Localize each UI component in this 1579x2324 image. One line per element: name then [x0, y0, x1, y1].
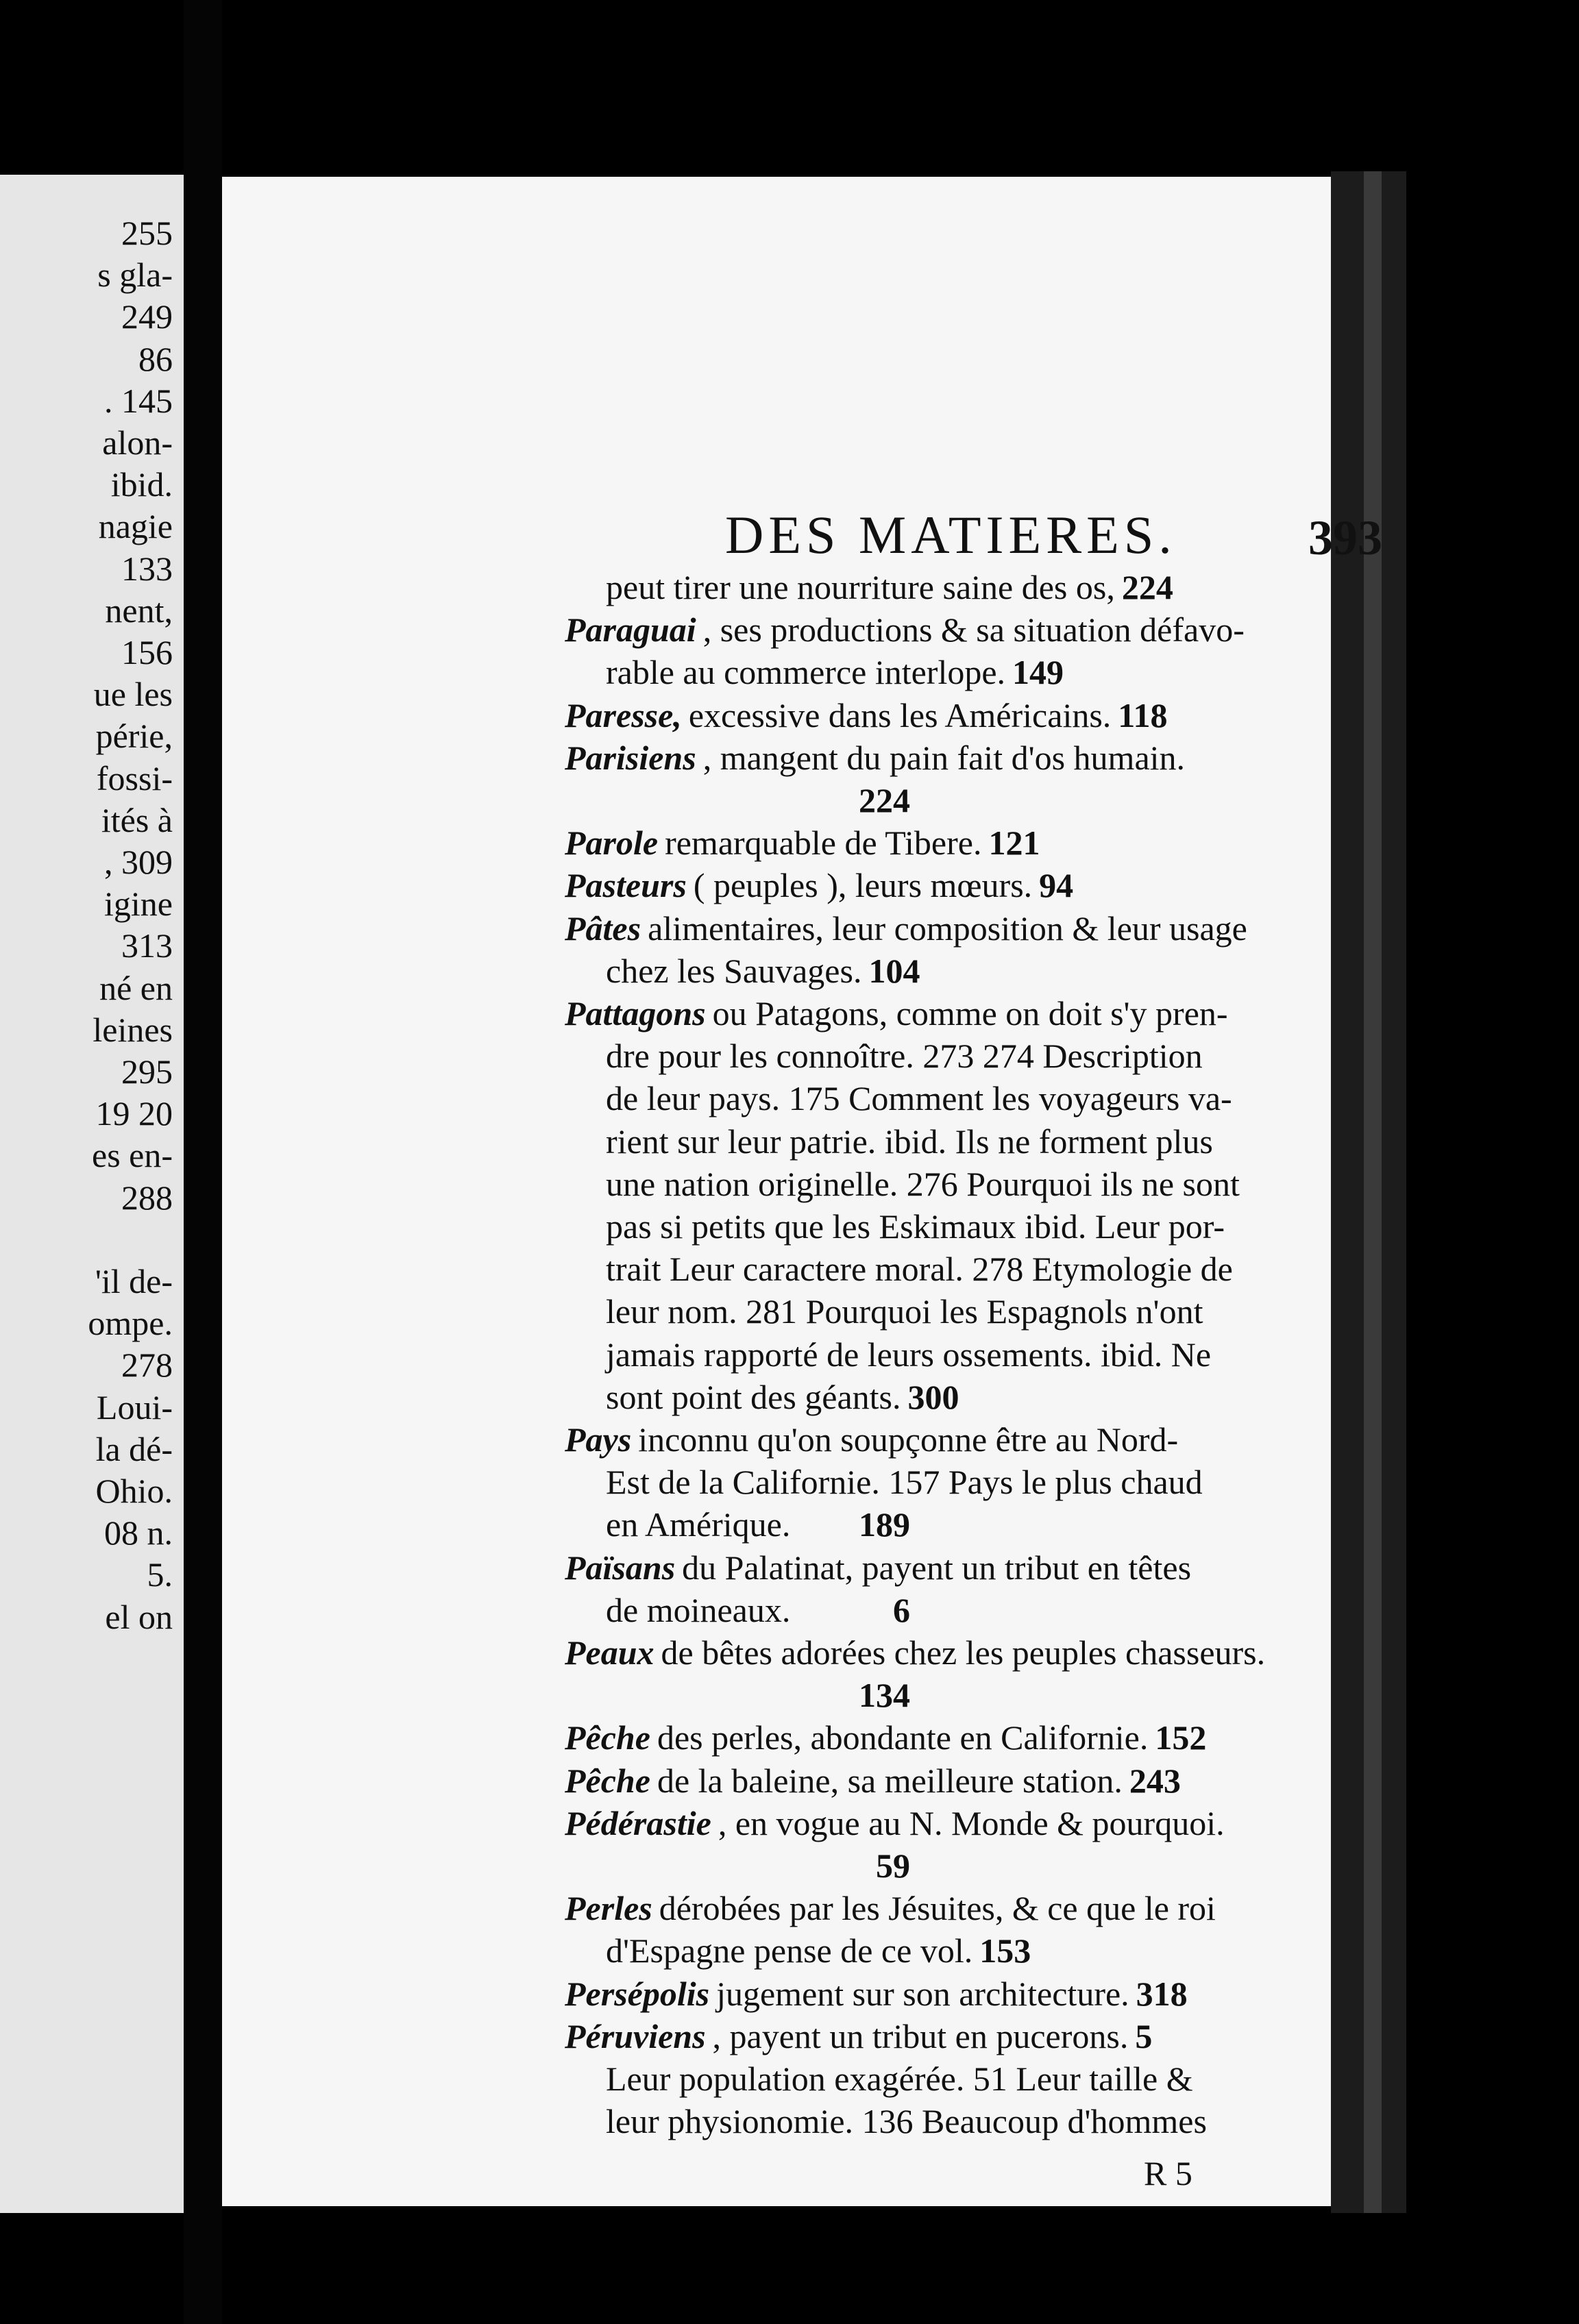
index-entry-continuation [606, 1035, 1203, 1077]
entry-page-ref: 134 [859, 1676, 910, 1715]
left-margin-fragment: fossi- [96, 758, 173, 798]
entry-keyword: Païsans [565, 1548, 676, 1587]
index-entry [565, 1759, 1181, 1802]
entry-page-ref: 243 [1129, 1761, 1181, 1800]
entry-text: rient sur leur patrie. ibid. Ils ne forment plus [606, 1122, 1213, 1161]
entry-page-ref: 6 [893, 1590, 910, 1629]
entry-text: ou Patagons, comme on doit s'y pren- [712, 994, 1228, 1033]
left-margin-fragment: el on [105, 1597, 173, 1636]
left-margin-fragment: Loui- [96, 1387, 173, 1426]
entry-page-ref: 5 [1135, 2016, 1153, 2055]
entry-text: de la baleine, sa meilleure station. [657, 1761, 1123, 1800]
entry-text: trait Leur caractere moral. 278 Etymologie de [606, 1250, 1233, 1289]
entry-keyword: Pâtes [565, 908, 641, 948]
index-entry [565, 907, 1247, 950]
entry-keyword: Parisiens [565, 738, 696, 777]
left-margin-fragment: alon- [102, 423, 173, 462]
entry-keyword: Parole [565, 824, 659, 863]
entry-page-ref: 94 [1039, 866, 1074, 905]
entry-keyword: Pédérastie [565, 1803, 711, 1842]
index-entry [565, 864, 1074, 906]
left-margin-fragment: . 145 [104, 381, 173, 420]
entry-text: du Palatinat, payent un tribut en têtes [682, 1548, 1192, 1587]
left-margin-fragment: périe, [95, 717, 173, 756]
entry-text: une nation originelle. 276 Pourquoi ils ne sont [606, 1164, 1240, 1203]
book-gutter [184, 0, 222, 2324]
left-facing-page [0, 175, 184, 2213]
index-entry-continuation [606, 950, 920, 992]
entry-text: en Amérique. [606, 1505, 791, 1544]
left-margin-fragment: 133 [121, 549, 173, 588]
left-margin-fragment: 278 [121, 1346, 173, 1385]
left-margin-fragment: 288 [121, 1178, 173, 1217]
left-margin-fragment: s gla- [97, 256, 173, 295]
left-margin-fragment: ue les [93, 675, 173, 714]
entry-text: Leur population exagérée. 51 Leur taille & [606, 2060, 1193, 2098]
entry-page-ref: 121 [988, 824, 1040, 863]
entry-text: alimentaires, leur composition & leur usage [648, 908, 1247, 948]
left-margin-fragment: es en- [92, 1136, 173, 1175]
entry-text: remarquable de Tibere. [665, 824, 982, 863]
entry-keyword: Paresse, [565, 695, 682, 734]
index-entry-continuation [606, 779, 910, 821]
index-entry [565, 1973, 1188, 2015]
entry-text: leur physionomie. 136 Beaucoup d'hommes [606, 2102, 1207, 2141]
left-margin-fragment: 156 [121, 633, 173, 671]
entry-text: ( peuples ), leurs mœurs. [693, 866, 1033, 905]
index-entry-continuation [606, 1120, 1213, 1163]
left-margin-fragment: nent, [105, 591, 173, 630]
entry-text: dre pour les connoître. 273 274 Description [606, 1037, 1203, 1076]
page-header [222, 504, 1382, 573]
left-margin-fragment: leines [93, 1010, 173, 1049]
left-margin-fragment: 255 [121, 214, 173, 252]
index-entry-continuation [606, 1589, 910, 1631]
entry-text: excessive dans les Américains. [688, 695, 1112, 734]
entry-text: inconnu qu'on soupçonne être au Nord- [638, 1420, 1179, 1459]
entry-keyword: Pêche [565, 1761, 650, 1800]
entry-page-ref: 104 [868, 951, 920, 990]
entry-page-ref: 118 [1118, 695, 1168, 734]
left-margin-fragment: 249 [121, 297, 173, 336]
entry-text: d'Espagne pense de ce vol. [606, 1931, 973, 1970]
index-entry [565, 1631, 1266, 1674]
entry-text: peut tirer une nourriture saine des os, [606, 568, 1115, 606]
index-entry-continuation [606, 1163, 1240, 1205]
entry-keyword: Pays [565, 1420, 632, 1459]
entry-text: jamais rapporté de leurs ossements. ibid. Ne [606, 1335, 1212, 1374]
entry-text: dérobées par les Jésuites, & ce que le roi [659, 1889, 1216, 1928]
index-entry [565, 1802, 1225, 1844]
entry-text: , en vogue au N. Monde & pourquoi. [718, 1803, 1225, 1842]
index-entry [565, 2015, 1153, 2057]
entry-page-ref: 149 [1012, 653, 1064, 692]
entry-text: de bêtes adorées chez les peuples chasseurs. [661, 1633, 1266, 1672]
index-entry [565, 608, 1245, 651]
entry-keyword: Péruviens [565, 2016, 706, 2055]
entry-page-ref: 189 [859, 1505, 910, 1544]
entry-text: , ses productions & sa situation défavo- [702, 610, 1245, 650]
index-entry-continuation [606, 1333, 1212, 1376]
entry-keyword: Pasteurs [565, 866, 687, 905]
index-entry-continuation [606, 1248, 1233, 1290]
entry-text: Est de la Californie. 157 Pays le plus chaud [606, 1463, 1203, 1502]
entry-keyword: Pêche [565, 1718, 650, 1757]
entry-text: jugement sur son architecture. [716, 1974, 1129, 2013]
left-margin-fragment: igine [104, 885, 173, 924]
left-margin-fragment: 'il de- [95, 1262, 173, 1300]
index-entry-continuation [606, 2057, 1193, 2100]
entry-page-ref: 152 [1155, 1718, 1207, 1757]
entry-keyword: Pattagons [565, 994, 706, 1033]
index-entry-continuation [606, 1376, 959, 1418]
left-margin-fragment: , 309 [104, 843, 173, 881]
entry-text: des perles, abondante en Californie. [657, 1718, 1149, 1757]
signature-mark: R 5 [1144, 2154, 1192, 2192]
index-entry [565, 1887, 1216, 1929]
entry-keyword: Persépolis [565, 1974, 710, 2013]
running-title: DES MATIERES. [725, 505, 1177, 565]
index-entry-continuation [606, 566, 1173, 608]
entry-text: chez les Sauvages. [606, 951, 862, 990]
entry-page-ref: 224 [1121, 568, 1173, 606]
index-entry [565, 1546, 1192, 1589]
left-margin-fragment: ités à [101, 800, 173, 839]
index-entry [565, 1716, 1207, 1759]
left-margin-fragment: ompe. [88, 1304, 173, 1343]
left-margin-fragment: Ohio. [95, 1472, 173, 1510]
entry-text: de moineaux. [606, 1590, 791, 1629]
index-entry-continuation [606, 1461, 1203, 1503]
entry-text: de leur pays. 175 Comment les voyageurs va- [606, 1079, 1232, 1118]
left-margin-fragment: 08 n. [104, 1513, 173, 1553]
index-entry [565, 694, 1168, 737]
left-margin-fragment: 295 [121, 1052, 173, 1091]
index-entry-continuation [606, 2100, 1207, 2142]
index-entry [565, 992, 1228, 1035]
entry-keyword: Peaux [565, 1633, 654, 1672]
entry-keyword: Paraguai [565, 610, 696, 650]
index-entry-continuation [606, 1844, 910, 1887]
entry-page-ref: 318 [1136, 1974, 1188, 2013]
left-margin-fragment: 313 [121, 926, 173, 965]
index-entry [565, 821, 1040, 864]
index-entry-continuation [606, 1674, 910, 1716]
entry-page-ref: 59 [876, 1846, 910, 1885]
index-entry-continuation [606, 1929, 1031, 1972]
entry-text: rable au commerce interlope. [606, 653, 1006, 692]
left-margin-fragment: 5. [147, 1555, 173, 1594]
left-margin-fragment: la dé- [95, 1429, 173, 1468]
entry-page-ref: 153 [979, 1931, 1031, 1970]
left-margin-fragment: nagie [98, 507, 173, 546]
left-margin-fragment: 86 [138, 339, 173, 378]
index-entry-continuation [606, 1077, 1232, 1120]
left-margin-fragment: 19 20 [95, 1094, 173, 1133]
entry-text: sont point des géants. [606, 1377, 901, 1416]
page-number: 393 [1308, 510, 1382, 565]
index-page [222, 177, 1382, 2206]
left-margin-fragment: ibid. [110, 465, 173, 504]
entry-page-ref: 224 [859, 781, 910, 819]
index-entry-continuation [606, 1205, 1225, 1248]
entry-page-ref: 300 [907, 1377, 959, 1416]
left-margin-fragment: né en [99, 968, 173, 1007]
index-entry-continuation [606, 1290, 1203, 1333]
page-edge-shadow [1364, 171, 1382, 2213]
entry-text: , payent un tribut en pucerons. [712, 2016, 1129, 2055]
index-entry-continuation [606, 651, 1064, 693]
entry-text: pas si petits que les Eskimaux ibid. Leur por- [606, 1207, 1225, 1246]
entry-text: , mangent du pain fait d'os humain. [702, 738, 1186, 777]
index-entry [565, 737, 1186, 779]
entry-keyword: Perles [565, 1889, 652, 1928]
index-entry [565, 1418, 1179, 1461]
entry-text: leur nom. 281 Pourquoi les Espagnols n'ont [606, 1292, 1203, 1331]
index-entry-continuation [606, 1503, 910, 1546]
